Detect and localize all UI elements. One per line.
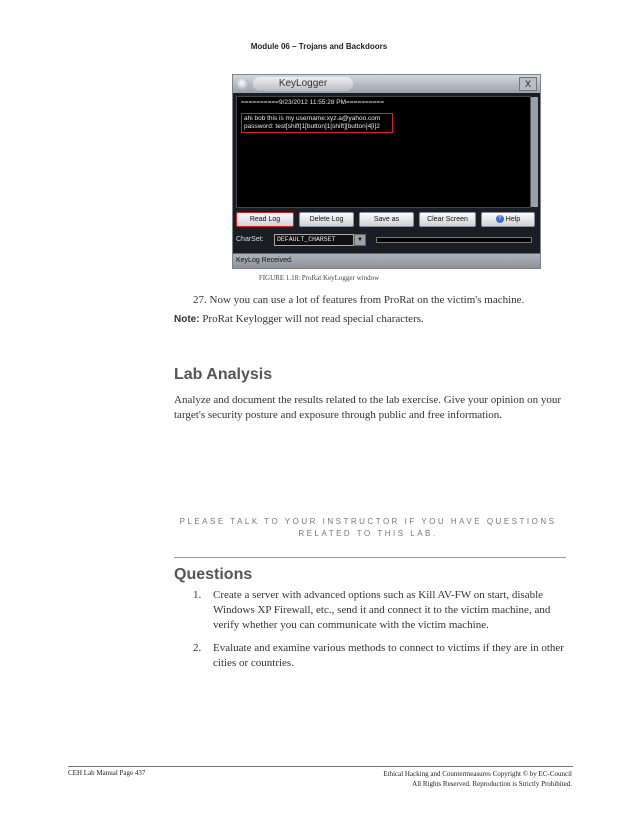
app-icon (237, 78, 249, 90)
copyright-line: Ethical Hacking and Countermeasures Copyright © by EC-Council (383, 770, 572, 778)
question-number: 1. (193, 589, 202, 601)
delete-log-button[interactable]: Delete Log (299, 212, 354, 227)
charset-label: CharSet: (236, 236, 264, 243)
footer-copyright (280, 769, 572, 789)
log-timestamp: ==========9/23/2012 11:55:28 PM========== (241, 99, 385, 106)
questions-list (193, 588, 568, 679)
window-title: KeyLogger (253, 77, 353, 91)
status-bar: KeyLog Received. (233, 253, 540, 268)
help-icon: ? (496, 215, 504, 223)
charset-row (236, 234, 537, 248)
footer-divider (68, 766, 573, 767)
keylogger-titlebar[interactable] (233, 75, 540, 93)
note (174, 312, 574, 327)
question-item (193, 641, 568, 671)
question-text: Create a server with advanced options such as Kill AV-FW on start, disable Windows XP Firewall, etc., send it and connect it to the victim machine, and verify whether you can communicate with the victim machine. (213, 589, 551, 631)
read-log-button[interactable]: Read Log (236, 212, 294, 227)
figure-caption: FIGURE 1.18: ProRat KeyLogger window (258, 274, 380, 282)
module-title: Module 06 – Trojans and Backdoors (250, 42, 388, 51)
log-line: password: test[shift]1[button]1[shift][button]4[l]2 (244, 123, 380, 130)
save-as-button[interactable]: Save as (359, 212, 414, 227)
step-27: 27. Now you can use a lot of features from ProRat on the victim's machine. (193, 294, 525, 306)
question-item (193, 588, 568, 633)
help-button[interactable] (481, 212, 535, 227)
question-text: Evaluate and examine various methods to connect to victims if they are in other cities or countries. (213, 642, 564, 669)
progress-bar (376, 237, 532, 243)
captured-keystrokes-highlight (241, 113, 393, 133)
instructor-notice: PLEASE TALK TO YOUR INSTRUCTOR IF YOU HAVE QUESTIONS RELATED TO THIS LAB. (179, 517, 557, 538)
lab-analysis-body: Analyze and document the results related to the lab exercise. Give your opinion on your target's security posture and exposure through public and free information. (174, 394, 562, 421)
lab-analysis-heading: Lab Analysis (174, 366, 273, 383)
log-scrollbar[interactable] (530, 97, 538, 207)
log-line: ahi bob this is my username:xyz.a@yahoo.com (244, 115, 381, 122)
question-number: 2. (193, 642, 202, 654)
keylogger-window (232, 74, 541, 269)
close-button[interactable]: X (519, 77, 537, 91)
rights-line: All Rights Reserved. Reproduction is Strictly Prohibited. (412, 780, 572, 788)
questions-heading: Questions (174, 566, 253, 583)
divider (174, 557, 566, 558)
help-label: Help (505, 216, 521, 223)
note-label: Note: (174, 314, 200, 325)
note-text: ProRat Keylogger will not read special characters. (199, 313, 424, 325)
footer-page-label: CEH Lab Manual Page 437 (68, 769, 146, 777)
clear-screen-button[interactable]: Clear Screen (419, 212, 476, 227)
chevron-down-icon[interactable]: ▼ (354, 234, 366, 246)
keylog-textarea[interactable] (236, 96, 531, 208)
charset-select[interactable]: DEFAULT_CHARSET (274, 234, 354, 246)
keylogger-toolbar (236, 212, 537, 228)
